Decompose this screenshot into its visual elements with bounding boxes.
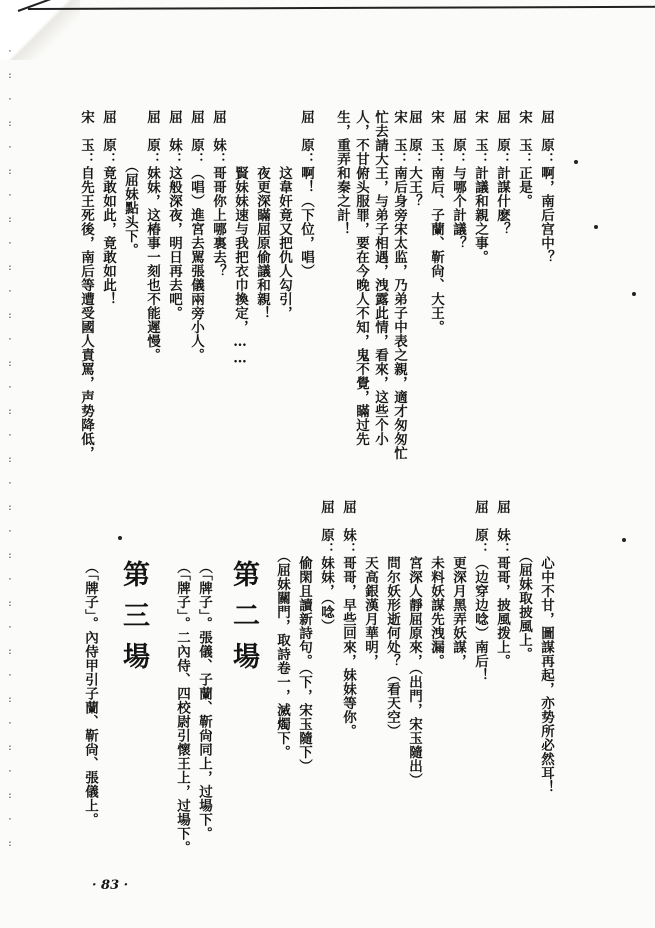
ink-speck bbox=[632, 292, 636, 296]
script-line: 心中不甘，圖謀再起，亦势所必然耳！ bbox=[538, 500, 554, 794]
script-line: 屈 妹：这般深夜，明日再去吧。 bbox=[166, 110, 182, 320]
script-line: 夜更深瞞屈原偷議和親！ bbox=[254, 110, 270, 320]
script-line: 屈 原：啊，南后宫中？ bbox=[538, 110, 554, 264]
script-line: （屈妹關門，取詩卷一，滅燭下。 bbox=[274, 500, 290, 760]
script-line: 屈 妹：哥哥你上哪裏去？ bbox=[210, 110, 226, 278]
stage-direction: （「牌子」。張儀、子蘭、靳尙同上，过場下。 bbox=[196, 560, 212, 841]
script-line: （屈妹點头下。 bbox=[122, 110, 138, 258]
script-line: 屈 原：妹妹，这椿事一刻也不能遲慢。 bbox=[144, 110, 160, 362]
script-line: （屈妹取披風上。 bbox=[516, 500, 532, 662]
script-line: 屈 原：計謀什麽？ bbox=[494, 110, 510, 236]
ink-speck bbox=[622, 538, 626, 542]
script-line: 宋 玉：南后、子蘭、靳尙、大王。 bbox=[428, 110, 444, 334]
script-line: 更深月黑弄妖謀， bbox=[450, 500, 466, 668]
script-line-wrapped bbox=[330, 110, 408, 470]
script-line: 这韋奸竟又把仇人勾引， bbox=[276, 110, 292, 320]
script-line: 屈 原：妹妹，（唸） bbox=[318, 500, 334, 634]
stage-direction: （「牌子」。內侍甲引子蘭、靳尙、張儀上。 bbox=[82, 560, 98, 827]
script-line: 問尔妖形逝何处？（看天空） bbox=[384, 500, 400, 738]
script-line: 天高銀漢月華明， bbox=[362, 500, 378, 668]
script-line: 未料妖謀先洩漏。 bbox=[428, 500, 444, 668]
script-line-text: 宋 玉：南后身旁宋太监，乃弟子中表之親，適才匆匆忙忙去請大王，与弟子相遇，洩露此情，看來，这些个小人，不甘俯头服罪，要在今晚人不知，鬼不覺，瞞过先生，重弄和秦之計！ bbox=[334, 110, 407, 460]
ink-speck bbox=[594, 225, 598, 229]
script-line: 宋 玉：正是。 bbox=[516, 110, 532, 208]
binding-margin-marks: · : · : · : · : · : · : · : · : · : · : · : · : · : · : · : · : · : bbox=[7, 47, 13, 849]
ink-speck bbox=[118, 536, 122, 540]
script-line: 屈 原：（唱）進宮去駡張儀兩旁小人。 bbox=[188, 110, 204, 362]
script-line: 偷閑且讀新詩句。（下，宋玉隨下） bbox=[296, 500, 312, 774]
scene-two-heading: 第二場 bbox=[228, 560, 259, 683]
stage-direction: （「牌子」。二內侍、四校尉引懷王上，过場下。 bbox=[174, 560, 190, 855]
page-edge-line bbox=[28, 6, 655, 10]
script-line: 屈 妹：哥哥，披風拨上。 bbox=[494, 500, 510, 668]
script-line: 賢妹妹速与我把衣巾換定，…… bbox=[232, 110, 248, 367]
page-number: · 83 · bbox=[92, 878, 129, 893]
script-line: 屈 原：啊！（下位，唱） bbox=[298, 110, 314, 278]
scene-three-heading: 第三場 bbox=[118, 560, 149, 683]
script-line: 宮深人靜屈原來，（出門，宋玉隨出） bbox=[406, 500, 422, 788]
script-line: 屈 原：与哪个計議？ bbox=[450, 110, 466, 250]
ink-speck bbox=[574, 160, 578, 164]
script-line: 屈 原：大王？ bbox=[406, 110, 422, 208]
script-line: 屈 原：（边穿边唸）南后！ bbox=[472, 500, 488, 682]
script-line: 宋 玉：自先王死後，南后等遭受國人責罵，声势降低， bbox=[78, 110, 94, 460]
script-line: 屈 原：竟敢如此，竟敢如此！ bbox=[100, 110, 116, 306]
script-line: 屈 妹：哥哥，早些回來，妹妹等你。 bbox=[340, 500, 356, 738]
script-line: 宋 玉：計議和親之事。 bbox=[472, 110, 488, 264]
